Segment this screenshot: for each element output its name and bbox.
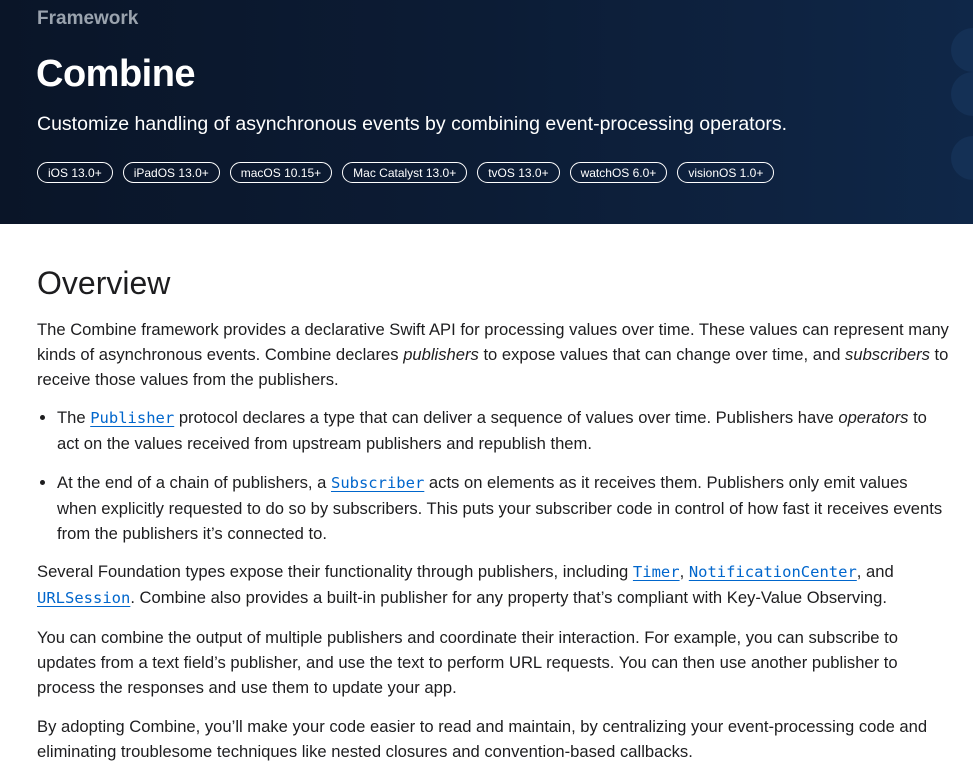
overview-paragraph-3: You can combine the output of multiple publishers and coordinate their interaction. For example, you can subscribe to updates from a text field’s publisher, and use the text to perform URL requests. You can then use another publisher to process the responses and use them to update your app.: [37, 628, 898, 697]
text-run: Several Foundation types expose their functionality through publishers, including: [37, 562, 633, 581]
overview-paragraph-1: [37, 317, 949, 392]
text-run: . Combine also provides a built-in publisher for any property that’s compliant with Key-Value Observing.: [130, 588, 887, 607]
emphasis-subscribers: subscribers: [845, 345, 930, 364]
platform-badge-visionos: visionOS 1.0+: [677, 162, 774, 183]
overview-paragraph-2: [37, 559, 949, 611]
platform-badge-macos: macOS 10.15+: [230, 162, 332, 183]
list-item: [57, 470, 949, 546]
page-title: Combine: [36, 53, 196, 95]
emphasis-publishers: publishers: [403, 345, 479, 364]
overview-paragraph-4: By adopting Combine, you’ll make your code easier to read and maintain, by centralizing your event-processing code and eliminating troublesome techniques like nested closures and convention-based callbacks.: [37, 717, 928, 761]
decorative-circle: [951, 136, 973, 180]
text-run: to act on the values received from upstream publishers and republish them.: [57, 408, 927, 453]
page-abstract: Customize handling of asynchronous events by combining event-processing operators.: [37, 113, 788, 135]
decorative-circle: [951, 72, 973, 116]
hero-banner: [0, 0, 973, 224]
url-session-link[interactable]: URLSession: [37, 589, 131, 607]
text-run: The: [57, 408, 91, 427]
platform-badge-ios: iOS 13.0+: [37, 162, 113, 183]
subscriber-link[interactable]: Subscriber: [330, 474, 425, 492]
platform-badge-watchos: watchOS 6.0+: [570, 162, 668, 183]
decorative-circle: [951, 28, 973, 72]
platform-availability-list: [37, 162, 774, 183]
text-run: to expose values that can change over time, and: [478, 345, 846, 364]
timer-link[interactable]: Timer: [632, 563, 680, 581]
notification-center-link[interactable]: NotificationCenter: [688, 563, 857, 581]
text-run: The Combine framework provides a declarative Swift API for processing values over time. These values can represent many kinds of asynchronous events. Combine declares: [37, 320, 949, 364]
publisher-link[interactable]: Publisher: [90, 409, 175, 427]
main-content: [37, 224, 949, 764]
eyebrow-label: Framework: [37, 8, 139, 29]
platform-badge-mac-catalyst: Mac Catalyst 13.0+: [342, 162, 467, 183]
text-run: At the end of a chain of publishers, a: [57, 473, 331, 492]
text-run: protocol declares a type that can deliver a sequence of values over time. Publishers have: [174, 408, 839, 427]
text-run: , and: [856, 562, 894, 581]
emphasis-operators: operators: [838, 408, 909, 427]
list-item: [57, 405, 949, 456]
platform-badge-ipados: iPadOS 13.0+: [123, 162, 220, 183]
text-run: to receive those values from the publishers.: [37, 345, 949, 389]
overview-heading: Overview: [37, 265, 171, 301]
overview-bullet-list: [37, 405, 949, 546]
platform-badge-tvos: tvOS 13.0+: [477, 162, 559, 183]
text-run: ,: [679, 562, 689, 581]
text-run: acts on elements as it receives them. Publishers only emit values when explicitly requested to do so by subscribers. This puts your subscriber code in control of how fast it receives events from the publishers it’s connected to.: [57, 473, 943, 543]
